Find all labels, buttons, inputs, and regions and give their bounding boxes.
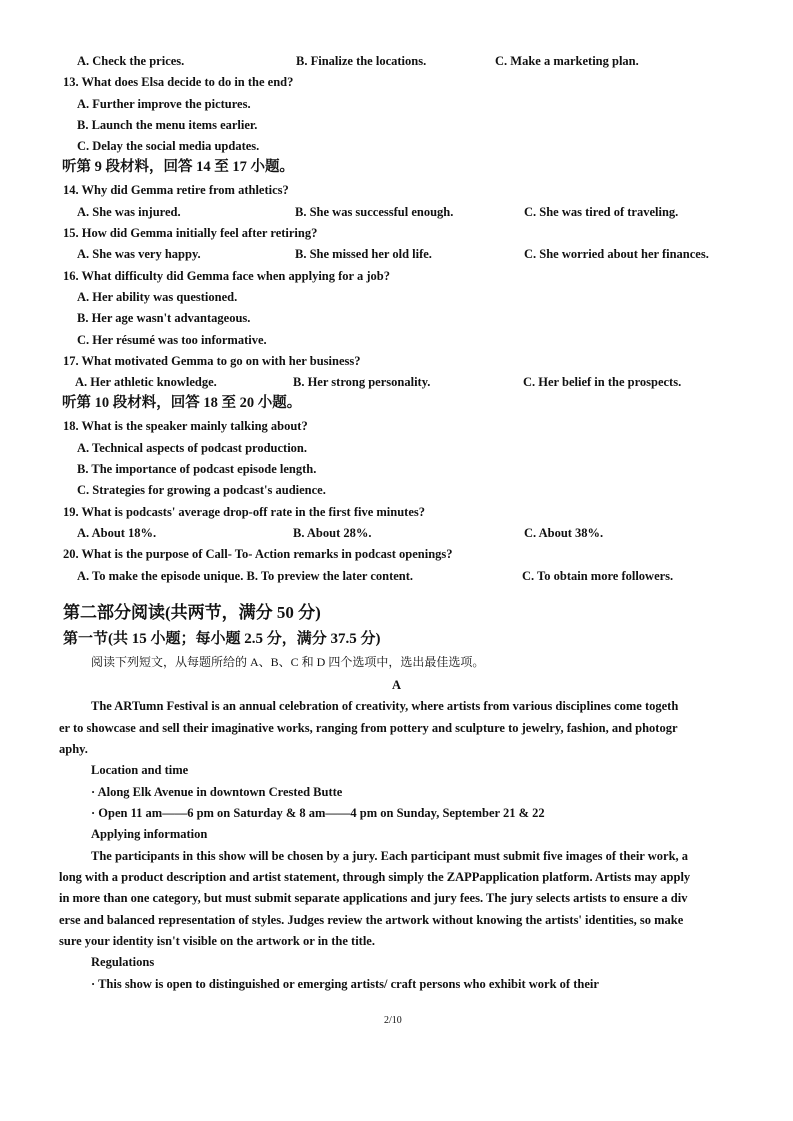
q15-option-c: C. She worried about her finances. [524, 247, 709, 261]
q16-option-c: C. Her résumé was too informative. [77, 333, 267, 347]
q18-stem: 18. What is the speaker mainly talking about? [63, 419, 308, 433]
applying-line-1: The participants in this show will be chosen by a jury. Each participant must submit five images of their work, a [91, 849, 689, 863]
q18-option-a: A. Technical aspects of podcast production. [77, 441, 308, 455]
q17-option-c: C. Her belief in the prospects. [523, 375, 682, 389]
regulations-heading: Regulations [91, 955, 155, 969]
q15-stem: 15. How did Gemma initially feel after retiring? [63, 226, 318, 240]
q18-option-c: C. Strategies for growing a podcast's audience. [77, 483, 326, 497]
q20-options-ab: A. To make the episode unique. B. To preview the later content. [77, 569, 414, 583]
applying-line-5: sure your identity isn't visible on the artwork or in the title. [59, 934, 375, 948]
q19-option-b: B. About 28%. [293, 526, 372, 540]
q12-option-c: C. Make a marketing plan. [495, 54, 639, 68]
q13-stem: 13. What does Elsa decide to do in the end? [63, 75, 294, 89]
q13-option-a: A. Further improve the pictures. [77, 97, 251, 111]
q20-option-c: C. To obtain more followers. [522, 569, 674, 583]
q15-option-a: A. She was very happy. [77, 247, 201, 261]
location-heading: Location and time [91, 763, 189, 777]
q12-option-b: B. Finalize the locations. [296, 54, 427, 68]
intro-line-2: er to showcase and sell their imaginative works, ranging from pottery and sculpture to jewelry, fashion, and photogr [59, 721, 678, 735]
section-9-heading: 听第 9 段材料，回答 14 至 17 小题。 [62, 159, 294, 175]
applying-heading: Applying information [91, 827, 208, 841]
intro-line-1: The ARTumn Festival is an annual celebration of creativity, where artists from various disciplines come togeth [91, 699, 679, 713]
q19-option-c: C. About 38%. [524, 526, 604, 540]
q16-option-a: A. Her ability was questioned. [77, 290, 238, 304]
q14-option-b: B. She was successful enough. [295, 205, 454, 219]
location-item-1: · Along Elk Avenue in downtown Crested Butte [91, 785, 343, 799]
q19-option-a: A. About 18%. [77, 526, 157, 540]
q12-option-a: A. Check the prices. [77, 54, 185, 68]
location-item-2: · Open 11 am——6 pm on Saturday & 8 am——4 pm on Sunday, September 21 & 22 [91, 806, 545, 820]
part-two-title: 第二部分阅读(共两节，满分 50 分) [63, 603, 321, 622]
instruction: 阅读下列短文，从每题所给的 A、B、C 和 D 四个选项中，选出最佳选项。 [91, 655, 485, 669]
q13-option-c: C. Delay the social media updates. [77, 139, 260, 153]
section-one-title: 第一节(共 15 小题；每小题 2.5 分，满分 37.5 分) [63, 631, 381, 647]
passage-letter: A [392, 678, 402, 692]
q14-option-c: C. She was tired of traveling. [524, 205, 679, 219]
page-number: 2/10 [384, 1015, 402, 1026]
q14-option-a: A. She was injured. [77, 205, 181, 219]
q14-stem: 14. Why did Gemma retire from athletics? [63, 183, 289, 197]
intro-line-3: aphy. [59, 742, 88, 756]
q17-stem: 17. What motivated Gemma to go on with her business? [63, 354, 361, 368]
section-10-heading: 听第 10 段材料，回答 18 至 20 小题。 [62, 395, 302, 411]
q16-stem: 16. What difficulty did Gemma face when applying for a job? [63, 269, 390, 283]
applying-line-4: erse and balanced representation of styles. Judges review the artwork without knowing the artists' identities, so make [59, 913, 684, 927]
q18-option-b: B. The importance of podcast episode length. [77, 462, 317, 476]
q15-option-b: B. She missed her old life. [295, 247, 432, 261]
q19-stem: 19. What is podcasts' average drop-off rate in the first five minutes? [63, 505, 426, 519]
q20-stem: 20. What is the purpose of Call- To- Action remarks in podcast openings? [63, 547, 453, 561]
q17-option-b: B. Her strong personality. [293, 375, 431, 389]
regulations-item-1: · This show is open to distinguished or emerging artists/ craft persons who exhibit work of their [91, 977, 599, 991]
q17-option-a: A. Her athletic knowledge. [75, 375, 217, 389]
applying-line-3: in more than one category, but must submit separate applications and jury fees. The jury selects artists to ensure a div [59, 891, 688, 905]
q13-option-b: B. Launch the menu items earlier. [77, 118, 258, 132]
applying-line-2: long with a product description and artist statement, through simply the ZAPPapplication platform. Artists may apply [59, 870, 691, 884]
q16-option-b: B. Her age wasn't advantageous. [77, 311, 251, 325]
